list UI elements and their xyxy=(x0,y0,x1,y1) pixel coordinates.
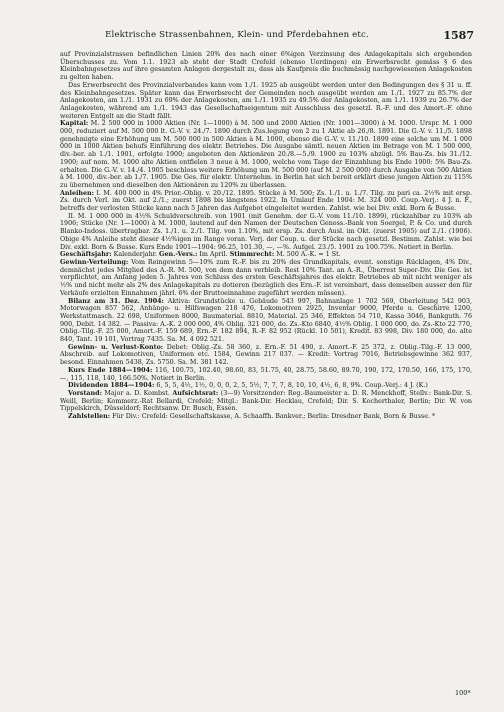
page-number: 1587 xyxy=(443,29,474,42)
kapital-label: Kapital: xyxy=(60,120,89,128)
page-body xyxy=(60,51,472,421)
zahlstellen-label: Zahlstellen: xyxy=(68,413,111,421)
vorstand-label: Vorstand: xyxy=(68,389,102,397)
genvers-label: Gen.-Vers.: xyxy=(159,251,198,259)
guv-text: Debet: Oblig.-Zs. 58 360, z. Ern.-F. 51 490, z. Amort.-F. 25 372, z. Oblig.-Tilg.-F. 13 000, Abschreib. auf Lokomotiven, Uniformen etc. 1584, Gewinn 217 037. — Kredit: Vortrag 7016, Betriebsgewinne 362 937, besond. Einnahmen 5438, Zs. 5750. Sa. M. 381 142. xyxy=(60,343,472,367)
gewinn-verteilung-text: Vom Reingewinn 5—10% zum R.-F. bis zu 20% des Grundkapitals, event. sonstige Rücklagen, 4% Div., demnächst jedes Mitglied des A.-R. M. 500, von dem dann verbleib. Rest 10% Tant. an A.-R., Überrest Super-Div. Die Ges. ist verpflichtet, am Anfang jeden 5. Jahres von Schluss des ersten Geschäftsjahres des elektr. Betriebes ab mit nicht weniger als ½% und nicht mehr als 2% des Anlagekapitals zu dotieren (bezüglich des Ern.-F. ist vereinbart, dass demselben ausser den für Verkäufe erzielten Einnahmen jährl. 6% der Bruttoeinnahme zugeführt werden müssen). xyxy=(60,258,472,297)
paragraph-erwerbsrecht: Das Erwerbsrecht des Provinzialverbandes kann vom 1./1. 1925 ab ausgeübt werden unter den Bedingungen des § 31 u. ff. des Kleinbahngesetzes. Später kann das Erwerbsrecht der Gemeinden noch ausgeübt werden am 1./1. 1927 zu 85.7% der Anlagekosten, am 1./1. 1931 zu 69% der Anlagekosten, am 1./1. 1935 zu 49.5% der Anlagekosten, am 1./1. 1939 zu 26.7% der Anlagekosten, während am 1./1. 1943 das Gesellschaftseigentum mit Ausschluss des gesetzl. R.-F. und des Amort.-F. ohne weiteren Entgelt an die Stadt fällt. xyxy=(60,81,472,120)
paragraph-vorstand xyxy=(60,390,472,413)
running-title: Elektrische Strassenbahnen, Klein- und Pferdebahnen etc. xyxy=(105,30,369,40)
kapital-text: M. 2 500 000 in 1000 Aktien (Nr. 1—1000) à M. 500 und 2000 Aktien (Nr. 1001—3000) à M. 1000. Urspr. M. 1 000 000, reduziert auf M. 500 000 lt. G.-V. v. 24./7. 1890 durch Zus.legung von 2 zu 1 Aktie ab 26./8. 1891. Die G.-V. v. 11./5. 1898 genehmigte eine Erhöhung um M. 500 000 in 500 Aktien à M. 1000, ebenso die G.-V. v. 11./10. 1899 eine solche um M. 1 000 000 in 1000 Aktien behufs Einführung des elektr. Betriebes. Die Ausgabe sämtl. neuen Aktien im Betrage von M. 1 500 000, div.-ber. ab 1./1. 1901, erfolgte 1900; angeboten den Aktionären 20./8.—5./9. 1900 zu 103% abzügl. 5% Bau-Zs. bis 31./12. 1900; auf nom. M. 1000 alte Aktien entfielen 3 neue à M. 1000, welche vom Tage der Einzahlung bis Ende 1900: 5% Bau-Zs. erhalten. Die G.-V. v. 14./4. 1905 beschloss weitere Erhöhung um M. 500 000 (auf M. 2 500 000) durch Ausgabe von 500 Aktien à M. 1000, div.-ber. ab 1./7. 1905. Die Ges. für elektr. Unternehm. in Berlin hat sich bereit erklärt diese jungen Aktien zu 115% zu übernehmen und dieselben den Aktionären zu 120% zu überlassen. xyxy=(60,120,472,189)
paragraph-anleihen-ii: II. M. 1 000 000 in 4½% Schuldverschreib. von 1901 (mit Genehm. der G.-V. vom 11./10. 1899), rückzahlbar zu 103% ab 1906; Stücke (Nr. 1—1000) à M. 1000, lautend auf den Namen der Deutschen Genoss.-Bank von Soergel, P. & Co. und durch Blanko-Indoss. übertragbar. Zs. 1./1. u. 2./1. Tilg. von 1.10%, mit ersp. Zs. durch Ausl. im Okt. (zuerst 1905) auf 2./1. (1906). Obige 4% Anleihe steht dieser 4½%igen im Range voran. Verj. der Coup. u. der Stücke nach gesetzl. Bestimm. Zahlst. wie bei Div. exkl. Born & Busse. Kurs Ende 1901—1904: 96.25, 101.30, —, —%. Aufgel. 23./5. 1901 zu 100.75%. Notiert in Berlin. xyxy=(60,212,472,251)
bilanz-label: Bilanz am 31. Dez. 1904: xyxy=(68,297,164,305)
paragraph-bilanz xyxy=(60,298,472,344)
paragraph-anleihen xyxy=(60,190,472,213)
zahlstellen-text: Für Div.: Crefeld: Gesellschaftskasse, A. Schaaffh. Bankver.; Berlin: Dresdner Bank, Born & Busse. * xyxy=(112,413,436,421)
page-header xyxy=(60,30,474,44)
kurs-label: Kurs Ende 1884—1904: xyxy=(68,366,153,374)
paragraph-kurs xyxy=(60,367,472,382)
paragraph-intro: auf Provinzialstrassen befindlichen Linien 20% des nach einer 6%igen Verzinsung des Anlagekapitals sich ergebenden Überschusses zu. Vom 1.1. 1923 ab steht der Stadt Crefeld (ebenso Uerdingen) ein Erwerbsrecht gemäss § 6 des Kleinbahngesetzes auf ihre gesamten Anlagen dergestalt zu, dass als Kaufpreis die buchmässig nachgewiesenen Anlagekosten zu gelten haben. xyxy=(60,51,472,82)
dividenden-label: Dividenden 1884—1904: xyxy=(68,382,155,390)
paragraph-gewinn-verteilung xyxy=(60,259,472,298)
vorstand-text: Major a. D. Kombst. xyxy=(104,389,170,397)
paragraph-dividenden xyxy=(60,382,472,390)
anleihen-text: I. M. 400 000 in 4% Prior.-Oblig. v. 20./12. 1895. Stücke à M. 500; Zs. 1./1. u. 1./7. Tilg. zu pari ca. 2½% mit ersp. Zs. durch Verl. im Okt. auf 2./1.; zuerst 1898 bis längstens 1922. In Umlauf Ende 1904: M. 324 000. Coup.-Verj.: 4 J. n. F., betreffs der verlosten Stücke kann nach 5 Jahren das Aufgebot eingeleitet werden. Zahlst. wie bei Div. exkl. Born & Busse. xyxy=(60,189,472,213)
stimmrecht-text: M. 500 A.-K. = 1 St. xyxy=(276,251,341,259)
paragraph-geschaeftsjahr xyxy=(60,251,472,259)
geschaeftsjahr-text: Kalenderjahr. xyxy=(113,251,158,259)
aufsichtsrat-label: Aufsichtsrat: xyxy=(172,389,219,397)
paragraph-kapital xyxy=(60,120,472,189)
aufsichtsrat-text: (3—9) Vorsitzender: Reg.-Baumeister a. D. R. Menckhoff, Stellv.: Bank-Dir. S. Weill, Berlin; Kommerz.-Rat Bellardi, Crefeld; Mitgl.: Bank-Dir. Hecklau, Crefeld; Dir. S. Kocherthaler, Berlin; Dir. W. von Tippelskirch, Düsseldorf; Rechtsanw. Dr. Busch, Essen. xyxy=(60,389,472,413)
geschaeftsjahr-label: Geschäftsjahr: xyxy=(60,251,112,259)
anleihen-label: Anleihen: xyxy=(60,189,94,197)
guv-label: Gewinn- u. Verlust-Konto: xyxy=(68,343,164,351)
gewinn-verteilung-label: Gewinn-Verteilung: xyxy=(60,258,129,266)
paragraph-zahlstellen xyxy=(60,413,472,421)
paragraph-guv xyxy=(60,344,472,367)
stimmrecht-label: Stimmrecht: xyxy=(229,251,275,259)
signature-mark: 100* xyxy=(455,689,471,697)
dividenden-text: 6, 5, 5, 4½, 1½, 0, 0, 0, 2, 5, 5½, 7, 7, 7, 8, 10, 10, 4½, 6, 8, 9%. Coup.-Verj.: 4 J. (K.) xyxy=(156,382,428,390)
kurs-text: 116, 100.75, 102.40, 98.60, 83, 51.75, 40, 28.75, 58.60, 89.70, 190, 172, 170.50, 166, 175, 170, —, 115, 118, 140, 166.50%. Notiert in Berlin. xyxy=(60,366,472,382)
bilanz-text: Aktiva: Grundstücke u. Gebäude 543 997, Bahnanlage 1 702 569, Oberleitung 542 903, Motorwagen 857 562, Anhänge- u. Hilfswagen 218 476, Lokomotiven 2925, Inventar 9000, Pferde u. Geschirre 1200, Werkstattmasch. 22 698, Uniformen 8000, Baumaterial. 8810, Material. 25 346, Effekten 54 710, Kassa 3046, Bankguth. 76 900, Debit. 14 382. — Passiva: A.-K. 2 000 000, 4% Oblig. 321 000, do. Zs.-Kto 6840, 4½% Oblig. 1 000 000, do. Zs.-Kto 22 770, Oblig.-Tilg.-F. 25 000, Amort.-F. 159 689, Ern.-F. 182 894, R.-F. 82 952 (Rückl. 10 501), Kredit. 83 998, Div. 180 000, do. alte 840, Tant. 19 101, Vortrag 7435. Sa. M. 4 092 521. xyxy=(60,297,472,344)
genvers-text: Im April. xyxy=(199,251,228,259)
